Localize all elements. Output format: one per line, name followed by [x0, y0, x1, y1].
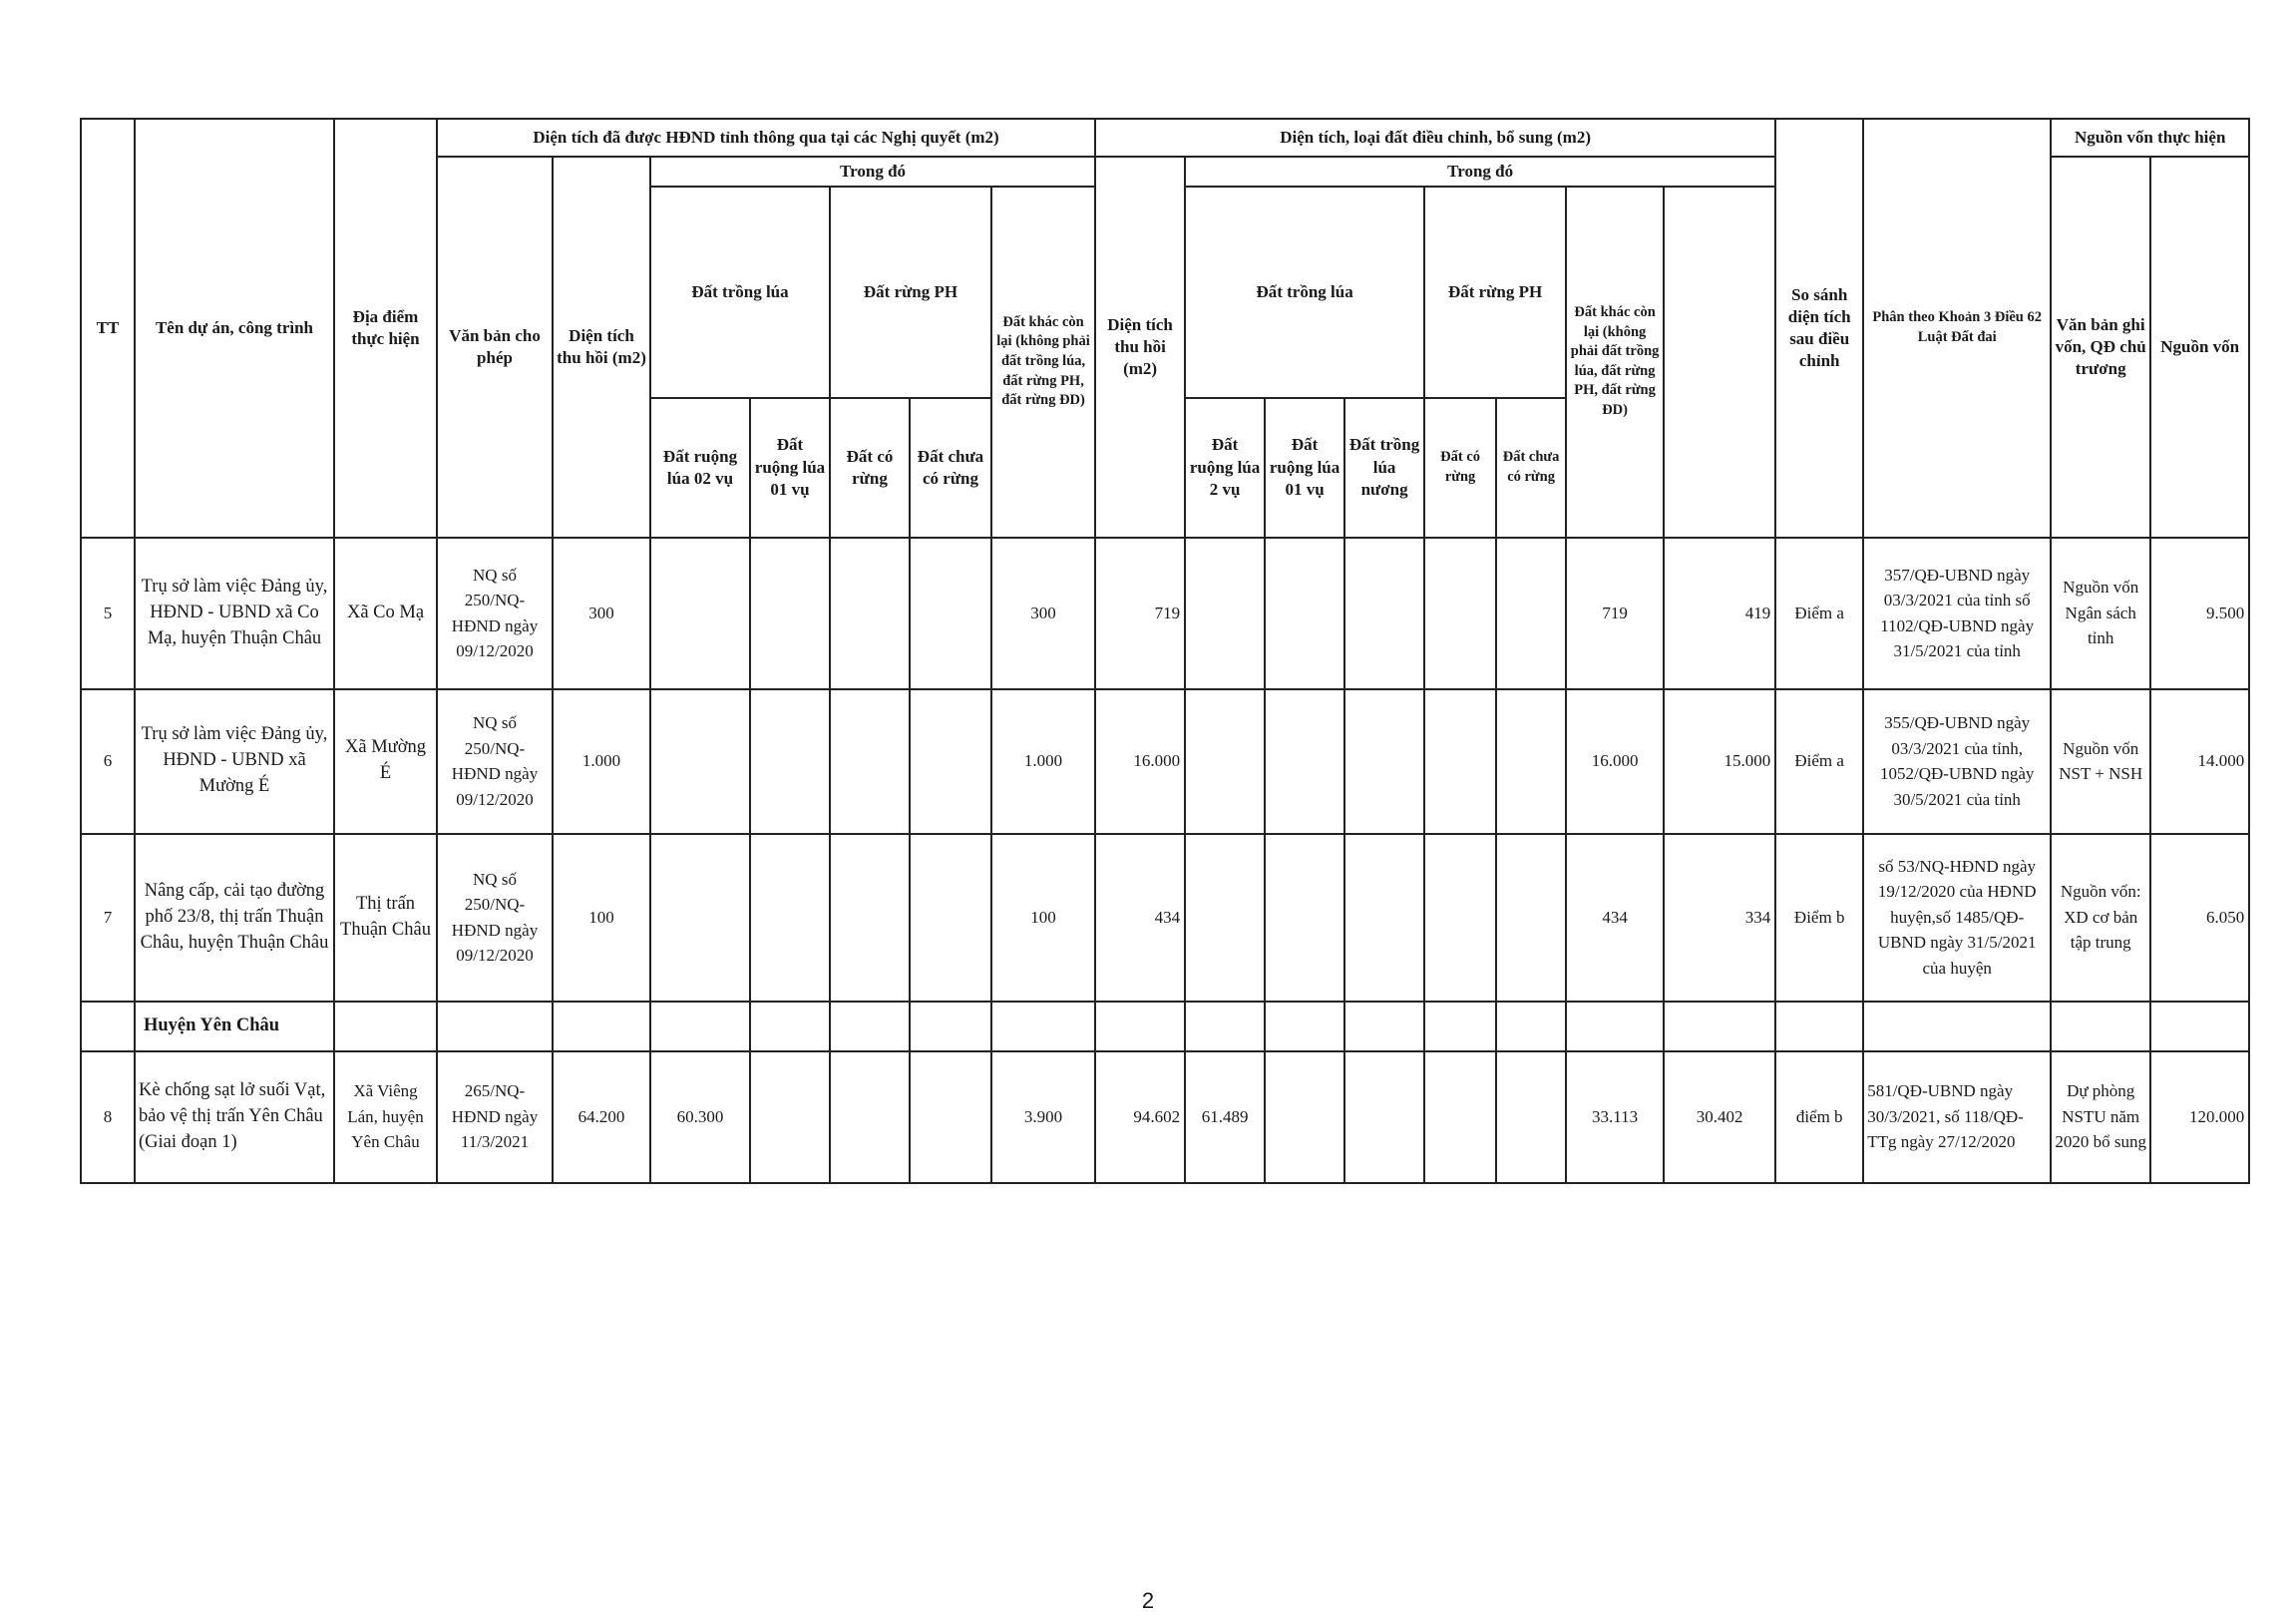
cell-area: 64.200	[553, 1051, 650, 1183]
cell-amount: 120.000	[2150, 1051, 2249, 1183]
header-fund-doc: Văn bản ghi vốn, QĐ chủ trương	[2051, 157, 2150, 538]
cell-adj-other-land: 33.113	[1566, 1051, 1664, 1183]
cell-adj-rice-2	[1185, 538, 1265, 689]
header-project: Tên dự án, công trình	[135, 119, 334, 538]
group-row	[81, 1002, 2249, 1051]
header-forest-ph: Đất rừng PH	[830, 187, 991, 398]
header-adj-rice-upland: Đất trồng lúa nương	[1344, 398, 1424, 538]
cell-has-forest	[830, 834, 910, 1002]
header-rice-land: Đất trồng lúa	[650, 187, 830, 398]
header-adj-forest-ph: Đất rừng PH	[1424, 187, 1566, 398]
cell-adj-upland	[1344, 689, 1424, 834]
cell-adj-rice-1	[1265, 689, 1344, 834]
cell-location: Xã Co Mạ	[334, 538, 437, 689]
cell-other-land: 1.000	[991, 689, 1095, 834]
header-location: Địa điểm thực hiện	[334, 119, 437, 538]
header-trong-do: Trong đó	[650, 157, 1095, 187]
cell-location: Thị trấn Thuận Châu	[334, 834, 437, 1002]
cell-location: Xã Viêng Lán, huyện Yên Châu	[334, 1051, 437, 1183]
cell-other-land: 3.900	[991, 1051, 1095, 1183]
cell-fund-source: Dự phòng NSTU năm 2020 bổ sung	[2051, 1051, 2150, 1183]
cell-adj-no-forest	[1496, 538, 1566, 689]
cell-adj-rice-1	[1265, 834, 1344, 1002]
header-fund-source: Nguồn vốn	[2150, 157, 2249, 538]
header-rice-1: Đất ruộng lúa 01 vụ	[750, 398, 830, 538]
cell-adj-upland	[1344, 538, 1424, 689]
table-row	[81, 689, 2249, 834]
header-group-funding: Nguồn vốn thực hiện	[2051, 119, 2249, 157]
cell-adj-other-land: 16.000	[1566, 689, 1664, 834]
cell-adj-has-forest	[1424, 689, 1496, 834]
header-rice-2: Đất ruộng lúa 02 vụ	[650, 398, 750, 538]
header-area-recovered: Diện tích thu hồi (m2)	[553, 157, 650, 538]
cell-area: 300	[553, 538, 650, 689]
header-tt: TT	[81, 119, 135, 538]
cell-fund-source: Nguồn vốn Ngân sách tỉnh	[2051, 538, 2150, 689]
cell-adj-upland	[1344, 1051, 1424, 1183]
cell-no-forest	[910, 689, 991, 834]
cell-adj-area: 719	[1095, 538, 1185, 689]
cell-has-forest	[830, 689, 910, 834]
cell-fund-doc: số 53/NQ-HĐND ngày 19/12/2020 của HĐND huyện,số 1485/QĐ-UBND ngày 31/5/2021 của huyện	[1863, 834, 2051, 1002]
header-adj-rice-2: Đất ruộng lúa 2 vụ	[1185, 398, 1265, 538]
cell-adj-area: 94.602	[1095, 1051, 1185, 1183]
header-adj-area-recovered: Diện tích thu hồi (m2)	[1095, 157, 1185, 538]
cell-no-forest	[910, 538, 991, 689]
cell-adj-other-land: 434	[1566, 834, 1664, 1002]
cell-adj-no-forest	[1496, 1051, 1566, 1183]
cell-adj-area: 16.000	[1095, 689, 1185, 834]
cell-fund-doc: 357/QĐ-UBND ngày 03/3/2021 của tỉnh số 1102/QĐ-UBND ngày 31/5/2021 của tỉnh	[1863, 538, 2051, 689]
cell-adj-no-forest	[1496, 689, 1566, 834]
header-adj-no-forest: Đất chưa có rừng	[1496, 398, 1566, 538]
cell-adj-rice-2	[1185, 689, 1265, 834]
cell-adj-rice-2	[1185, 834, 1265, 1002]
header-has-forest: Đất có rừng	[830, 398, 910, 538]
header-adj-rice-land: Đất trồng lúa	[1185, 187, 1424, 398]
cell-project-name: Trụ sở làm việc Đảng ủy, HĐND - UBND xã Co Mạ, huyện Thuận Châu	[135, 538, 334, 689]
cell-area: 100	[553, 834, 650, 1002]
header-no-forest: Đất chưa có rừng	[910, 398, 991, 538]
cell-fund-doc: 355/QĐ-UBND ngày 03/3/2021 của tỉnh, 1052/QĐ-UBND ngày 30/5/2021 của tỉnh	[1863, 689, 2051, 834]
cell-adj-no-forest	[1496, 834, 1566, 1002]
cell-rice-2	[650, 834, 750, 1002]
cell-fund-source: Nguồn vốn NST + NSH	[2051, 689, 2150, 834]
cell-rice-2	[650, 538, 750, 689]
header-adj-has-forest: Đất có rừng	[1424, 398, 1496, 538]
cell-adj-rice-1	[1265, 538, 1344, 689]
cell-area: 1.000	[553, 689, 650, 834]
cell-rice-2	[650, 689, 750, 834]
cell-fund-doc: 581/QĐ-UBND ngày 30/3/2021, số 118/QĐ-TTg ngày 27/12/2020	[1863, 1051, 2051, 1183]
cell-rice-2: 60.300	[650, 1051, 750, 1183]
cell-adj-other-land: 719	[1566, 538, 1664, 689]
header-group-adjusted: Diện tích, loại đất điều chỉnh, bổ sung (m2)	[1095, 119, 1775, 157]
cell-amount: 14.000	[2150, 689, 2249, 834]
header-clause: Phân theo Khoản 3 Điều 62 Luật Đất đai	[1863, 119, 2051, 538]
cell-project-name: Kè chống sạt lở suối Vạt, bảo vệ thị trấn Yên Châu (Giai đoạn 1)	[135, 1051, 334, 1183]
table-row	[81, 1051, 2249, 1183]
cell-adj-rice-1	[1265, 1051, 1344, 1183]
cell-permit: NQ số 250/NQ-HĐND ngày 09/12/2020	[437, 834, 553, 1002]
cell-permit: 265/NQ-HĐND ngày 11/3/2021	[437, 1051, 553, 1183]
cell-adj-area: 434	[1095, 834, 1185, 1002]
cell-compare: 334	[1664, 834, 1775, 1002]
cell-rice-1	[750, 834, 830, 1002]
cell-rice-1	[750, 538, 830, 689]
cell-clause: Điểm b	[1775, 834, 1863, 1002]
cell-has-forest	[830, 1051, 910, 1183]
cell-adj-has-forest	[1424, 538, 1496, 689]
cell-clause: điểm b	[1775, 1051, 1863, 1183]
cell-permit: NQ số 250/NQ-HĐND ngày 09/12/2020	[437, 689, 553, 834]
cell-clause: Điểm a	[1775, 538, 1863, 689]
header-permit-doc: Văn bản cho phép	[437, 157, 553, 538]
cell-compare: 30.402	[1664, 1051, 1775, 1183]
cell-has-forest	[830, 538, 910, 689]
land-use-table	[80, 118, 2250, 1184]
cell-adj-has-forest	[1424, 1051, 1496, 1183]
table-row	[81, 538, 2249, 689]
header-adj-rice-1: Đất ruộng lúa 01 vụ	[1265, 398, 1344, 538]
page-number: 2	[1141, 1588, 1155, 1613]
cell-amount: 6.050	[2150, 834, 2249, 1002]
table-row	[81, 834, 2249, 1002]
cell-adj-has-forest	[1424, 834, 1496, 1002]
header-other-land: Đất khác còn lại (không phải đất trồng lúa, đất rừng PH, đất rừng ĐD)	[991, 187, 1095, 538]
cell-rice-1	[750, 1051, 830, 1183]
header-compare: So sánh diện tích sau điều chỉnh	[1775, 119, 1863, 538]
cell-compare: 15.000	[1664, 689, 1775, 834]
header-adj-trong-do: Trong đó	[1185, 157, 1775, 187]
cell-adj-upland	[1344, 834, 1424, 1002]
cell-fund-source: Nguồn vốn: XD cơ bản tập trung	[2051, 834, 2150, 1002]
cell-adj-rice-2: 61.489	[1185, 1051, 1265, 1183]
cell-project-name: Trụ sở làm việc Đảng ủy, HĐND - UBND xã Mường É	[135, 689, 334, 834]
header-group-approved: Diện tích đã được HĐND tỉnh thông qua tại các Nghị quyết (m2)	[437, 119, 1095, 157]
cell-no-forest	[910, 1051, 991, 1183]
group-label: Huyện Yên Châu	[135, 1002, 334, 1051]
cell-no-forest	[910, 834, 991, 1002]
cell-project-name: Nâng cấp, cải tạo đường phố 23/8, thị trấn Thuận Châu, huyện Thuận Châu	[135, 834, 334, 1002]
cell-tt: 8	[81, 1051, 135, 1183]
cell-tt: 7	[81, 834, 135, 1002]
cell-permit: NQ số 250/NQ-HĐND ngày 09/12/2020	[437, 538, 553, 689]
cell-location: Xã Mường É	[334, 689, 437, 834]
cell-clause: Điểm a	[1775, 689, 1863, 834]
cell-tt: 5	[81, 538, 135, 689]
cell-amount: 9.500	[2150, 538, 2249, 689]
cell-tt: 6	[81, 689, 135, 834]
header-adj-other-land: Đất khác còn lại (không phải đất trồng lúa, đất rừng PH, đất rừng ĐD)	[1566, 187, 1664, 538]
cell-other-land: 100	[991, 834, 1095, 1002]
cell-rice-1	[750, 689, 830, 834]
cell-compare: 419	[1664, 538, 1775, 689]
cell-other-land: 300	[991, 538, 1095, 689]
